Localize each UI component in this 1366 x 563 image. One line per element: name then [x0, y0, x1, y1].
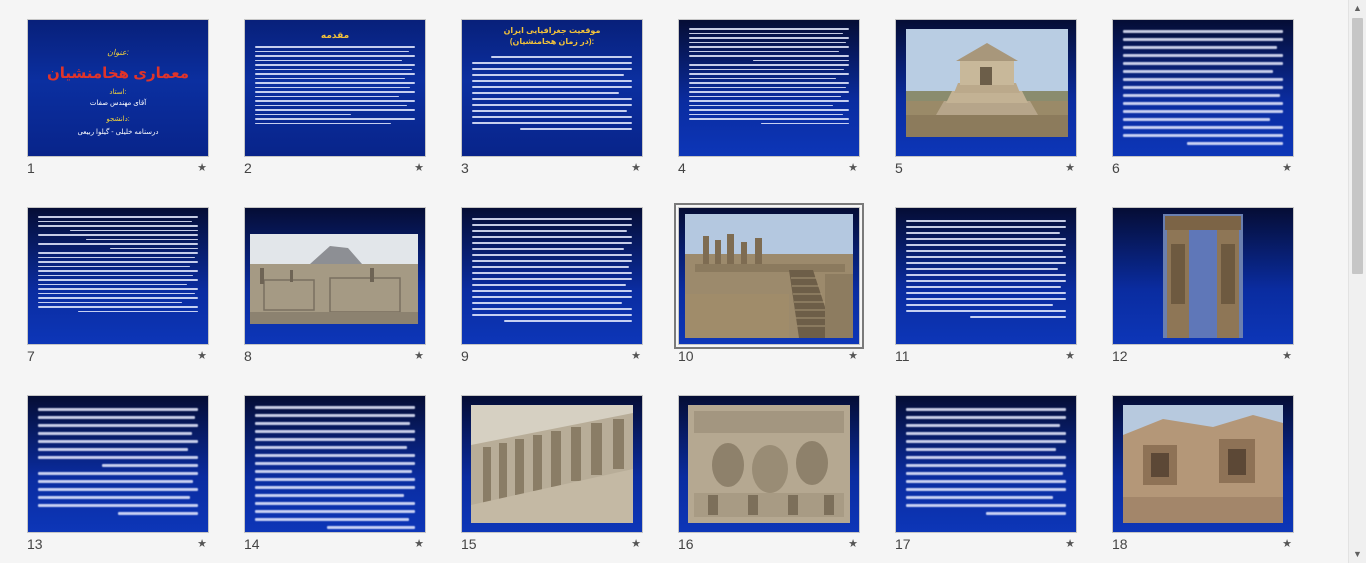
- slide-number: 4: [678, 160, 686, 176]
- slide-thumbnail[interactable]: [895, 395, 1077, 533]
- slide-8[interactable]: [244, 207, 428, 371]
- slide-number: 12: [1112, 348, 1128, 364]
- scrollbar-thumb[interactable]: [1352, 18, 1363, 274]
- slide-thumbnail[interactable]: [1112, 207, 1294, 345]
- slide-number: 11: [895, 348, 910, 364]
- slide-number: 2: [244, 160, 252, 176]
- slide-thumbnail[interactable]: [244, 19, 426, 157]
- slide-title-label: عنوان:: [107, 48, 129, 57]
- slide-thumbnail[interactable]: [895, 19, 1077, 157]
- slide-15[interactable]: [461, 395, 645, 559]
- slide-number: 14: [244, 536, 260, 552]
- star-icon[interactable]: ★: [414, 350, 424, 362]
- star-icon[interactable]: ★: [848, 350, 858, 362]
- slide-number: 8: [244, 348, 252, 364]
- ruins-panorama-photo: [250, 234, 418, 324]
- slide-number: 3: [461, 160, 469, 176]
- star-icon[interactable]: ★: [631, 162, 641, 174]
- slide-thumbnail[interactable]: [895, 207, 1077, 345]
- star-icon[interactable]: ★: [1065, 162, 1075, 174]
- slide-10[interactable]: [678, 207, 862, 371]
- tomb-of-cyrus-photo: [906, 29, 1068, 137]
- slide-thumbnail[interactable]: [461, 207, 643, 345]
- star-icon[interactable]: ★: [848, 538, 858, 550]
- scroll-down-arrow-icon[interactable]: ▼: [1353, 549, 1362, 559]
- slide-title: معماری هخامنشیان: [46, 65, 190, 82]
- slide-thumbnail[interactable]: [678, 207, 860, 345]
- slide-9[interactable]: [461, 207, 645, 371]
- star-icon[interactable]: ★: [1065, 350, 1075, 362]
- slide-thumbnail[interactable]: [678, 19, 860, 157]
- slide-thumbnail[interactable]: [27, 395, 209, 533]
- slide-thumbnail[interactable]: [461, 395, 643, 533]
- slide-1[interactable]: [27, 19, 211, 183]
- rock-cliff-tombs-photo: [1123, 405, 1283, 523]
- star-icon[interactable]: ★: [197, 538, 207, 550]
- slide-16[interactable]: [678, 395, 862, 559]
- slide-6[interactable]: [1112, 19, 1296, 183]
- slide-5[interactable]: [895, 19, 1079, 183]
- star-icon[interactable]: ★: [414, 538, 424, 550]
- slide-13[interactable]: [27, 395, 211, 559]
- slide-4[interactable]: [678, 19, 862, 183]
- slide-number: 9: [461, 348, 469, 364]
- relief-soldiers-photo: [471, 405, 633, 523]
- star-icon[interactable]: ★: [1282, 350, 1292, 362]
- slide-3[interactable]: [461, 19, 645, 183]
- slide-thumbnail[interactable]: [27, 19, 209, 157]
- star-icon[interactable]: ★: [631, 538, 641, 550]
- slide-number: 17: [895, 536, 911, 552]
- slide-thumbnail[interactable]: [1112, 395, 1294, 533]
- slide-number: 6: [1112, 160, 1120, 176]
- vertical-scrollbar[interactable]: [1348, 0, 1366, 563]
- slide-thumbnail[interactable]: [244, 207, 426, 345]
- slide-thumbnail[interactable]: [244, 395, 426, 533]
- slide-number: 15: [461, 536, 477, 552]
- slide-number: 7: [27, 348, 35, 364]
- slide-number: 5: [895, 160, 903, 176]
- slide-subtitle: استاد:: [109, 89, 127, 96]
- slide-subtitle: دانشجو:: [106, 116, 130, 123]
- slide-number: 10: [678, 348, 694, 364]
- slide-thumbnail[interactable]: [461, 19, 643, 157]
- slide-14[interactable]: [244, 395, 428, 559]
- persepolis-stairway-photo: [685, 214, 853, 338]
- slide-number: 13: [27, 536, 43, 552]
- slide-title: موقعیت جغرافیایی ایران: [503, 26, 601, 35]
- star-icon[interactable]: ★: [848, 162, 858, 174]
- slide-2[interactable]: [244, 19, 428, 183]
- stone-gateway-photo: [1163, 214, 1243, 338]
- slide-thumbnail[interactable]: [27, 207, 209, 345]
- star-icon[interactable]: ★: [1282, 538, 1292, 550]
- slide-subtitle: آقای مهندس صفات: [89, 100, 147, 107]
- slide-11[interactable]: [895, 207, 1079, 371]
- slide-number: 18: [1112, 536, 1128, 552]
- scroll-up-arrow-icon[interactable]: ▲: [1353, 3, 1362, 13]
- star-icon[interactable]: ★: [197, 350, 207, 362]
- carved-relief-photo: [688, 405, 850, 523]
- star-icon[interactable]: ★: [1282, 162, 1292, 174]
- slide-12[interactable]: [1112, 207, 1296, 371]
- slide-18[interactable]: [1112, 395, 1296, 559]
- star-icon[interactable]: ★: [1065, 538, 1075, 550]
- star-icon[interactable]: ★: [631, 350, 641, 362]
- star-icon[interactable]: ★: [197, 162, 207, 174]
- slide-17[interactable]: [895, 395, 1079, 559]
- slide-number: 1: [27, 160, 35, 176]
- slide-7[interactable]: [27, 207, 211, 371]
- slide-subtitle: (در زمان هخامنشیان):: [509, 37, 595, 46]
- slide-number: 16: [678, 536, 694, 552]
- slide-thumbnail[interactable]: [1112, 19, 1294, 157]
- slide-title: مقدمه: [320, 30, 350, 40]
- slide-subtitle: درسنامه خلیلی - گیلوا ربیعی: [77, 129, 159, 136]
- star-icon[interactable]: ★: [414, 162, 424, 174]
- slide-thumbnail[interactable]: [678, 395, 860, 533]
